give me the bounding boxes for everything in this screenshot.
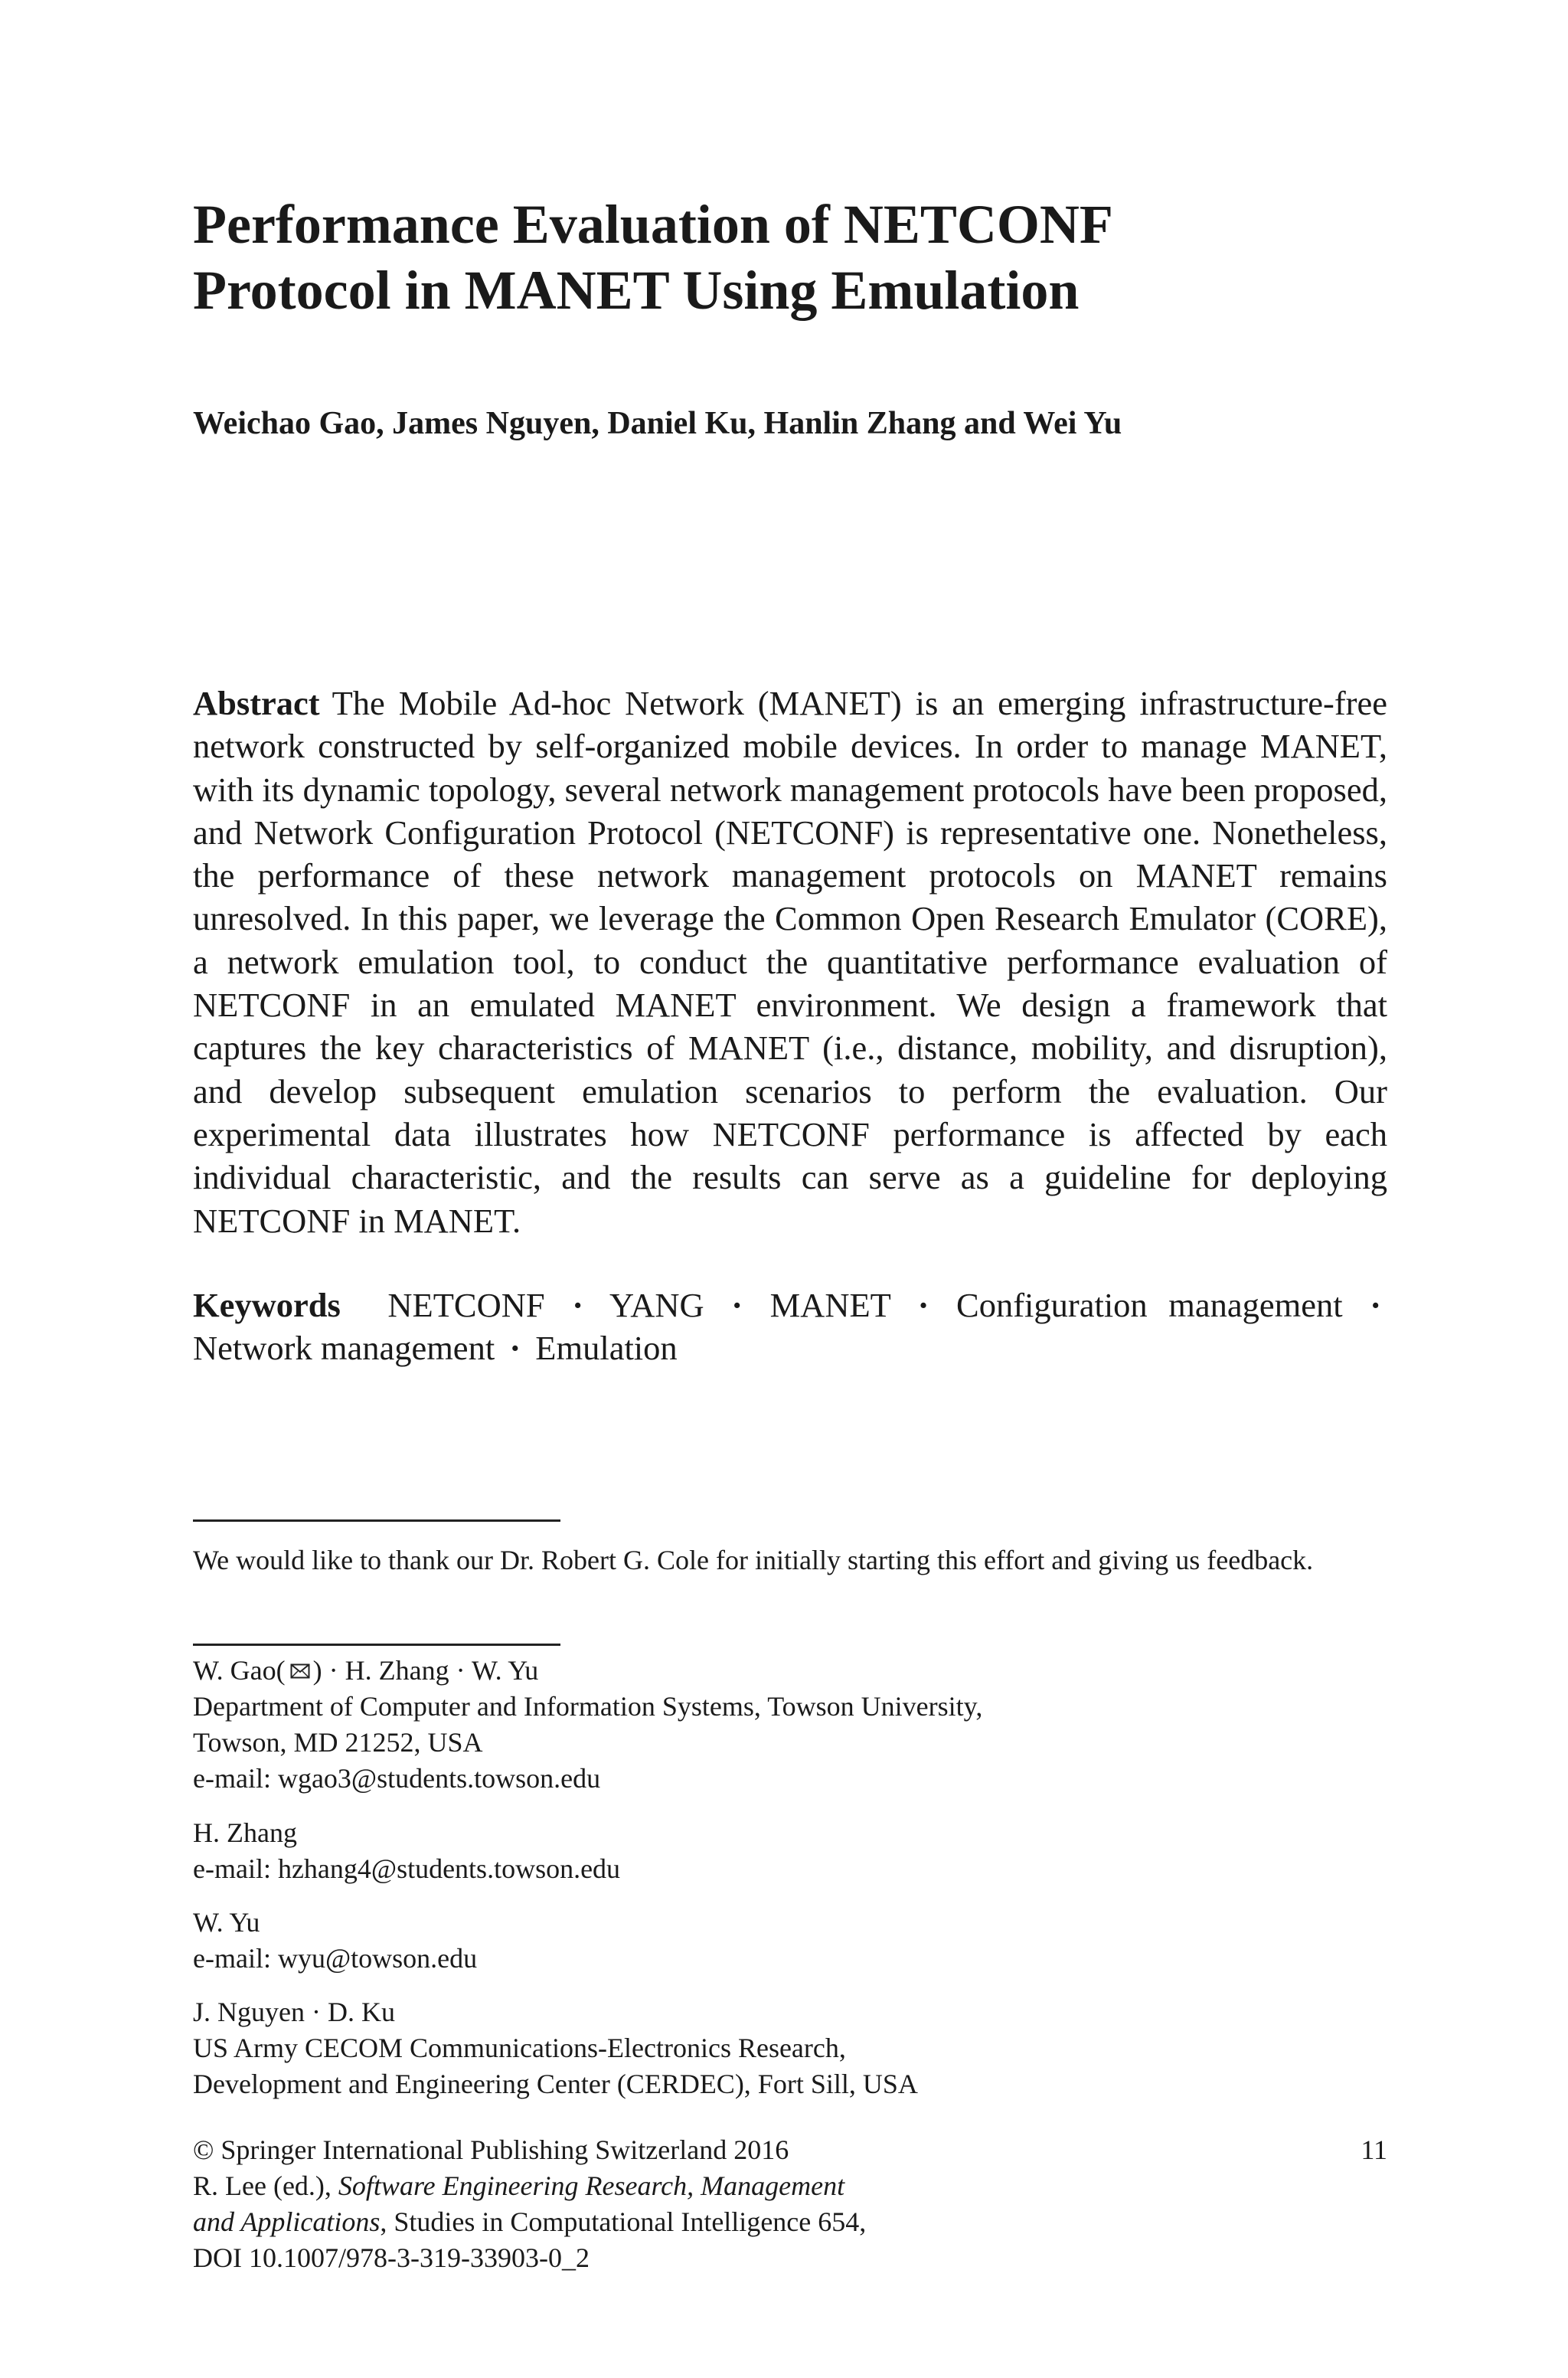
paper-title [193, 191, 1418, 323]
affiliation-towson [193, 1653, 1341, 1797]
affiliation-line: US Army CECOM Communications-Electronics Research, [193, 2033, 846, 2063]
copyright-line: © Springer International Publishing Switzerland 2016 [193, 2134, 789, 2165]
doi: DOI 10.1007/978-3-319-33903-0_2 [193, 2242, 590, 2273]
coauthor-names: · H. Zhang · W. Yu [328, 1655, 539, 1686]
affiliation-divider [193, 1644, 560, 1646]
affiliation-cerdec [193, 1994, 1341, 2102]
footnote-divider [193, 1519, 560, 1522]
keyword-separator: · [731, 1286, 743, 1324]
keyword: YANG [609, 1286, 704, 1324]
keyword-separator: · [1370, 1286, 1382, 1324]
abstract-label: Abstract [193, 684, 320, 722]
affiliation-zhang [193, 1815, 1341, 1887]
keyword-separator: · [509, 1329, 521, 1367]
abstract [193, 682, 1387, 1242]
page-number: 11 [1361, 2134, 1387, 2165]
corresponding-author-name: W. Gao [193, 1655, 276, 1686]
keyword: Configuration management [956, 1286, 1343, 1324]
acknowledgement-footnote: We would like to thank our Dr. Robert G. Cole for initially starting this effort and giving us feedback. [193, 1545, 1314, 1575]
envelope-icon [290, 1663, 310, 1679]
title-line-2: Protocol in MANET Using Emulation [193, 260, 1080, 321]
affiliation-names: W. Gao( ) · H. Zhang · W. Yu [193, 1655, 539, 1686]
abstract-text: The Mobile Ad-hoc Network (MANET) is an emerging infrastructure-free network constructed by self-organized mobile devices. In order to manage MANET, with its dynamic topology, several network management protocols have been proposed, and Network Configuration Protocol (NETCONF) is representative one. Nonetheless, the performance of these network management protocols on MANET remains unresolved. In this paper, we leverage the Common Open Research Emulator (CORE), a network emulation tool, to conduct the quantitative performance evaluation of NETCONF in an emulated MANET environment. We design a framework that captures the key characteristics of MANET (i.e., distance, mobility, and disruption), and develop subsequent emulation scenarios to perform the evaluation. Our experimental data illustrates how NETCONF performance is affected by each individual characteristic, and the results can serve as a guideline for deploying NETCONF in MANET. [193, 684, 1387, 1240]
keyword-separator: · [572, 1286, 584, 1324]
title-line-1: Performance Evaluation of NETCONF [193, 194, 1113, 255]
publication-footer [193, 2132, 1387, 2276]
citation-line [193, 2204, 1387, 2240]
keyword: Emulation [535, 1329, 678, 1367]
author-name: H. Zhang [193, 1817, 297, 1848]
author-name: W. Yu [193, 1907, 260, 1938]
book-title-continued: and Applications [193, 2206, 381, 2237]
keyword-separator: · [917, 1286, 929, 1324]
author-email: e-mail: wyu@towson.edu [193, 1943, 478, 1974]
keyword: MANET [769, 1286, 891, 1324]
keyword: Network management [193, 1329, 495, 1367]
affiliation-line: Towson, MD 21252, USA [193, 1727, 483, 1758]
author-email: e-mail: wgao3@students.towson.edu [193, 1763, 601, 1794]
keywords-label: Keywords [193, 1286, 341, 1324]
book-title: Software Engineering Research, Management [338, 2170, 845, 2201]
series-info: , Studies in Computational Intelligence 654, [380, 2206, 867, 2237]
affiliation-line: Development and Engineering Center (CERDEC), Fort Sill, USA [193, 2069, 918, 2099]
keyword: NETCONF [387, 1286, 545, 1324]
author-list: Weichao Gao, James Nguyen, Daniel Ku, Hanlin Zhang and Wei Yu [193, 406, 1122, 441]
affiliation-yu [193, 1905, 1341, 1977]
keywords [193, 1284, 1387, 1369]
affiliation-line: Department of Computer and Information Systems, Towson University, [193, 1691, 983, 1722]
citation-line: R. Lee (ed.), Software Engineering Research, Management [193, 2170, 845, 2201]
author-email: e-mail: hzhang4@students.towson.edu [193, 1853, 621, 1884]
author-names: J. Nguyen · D. Ku [193, 1997, 395, 2027]
